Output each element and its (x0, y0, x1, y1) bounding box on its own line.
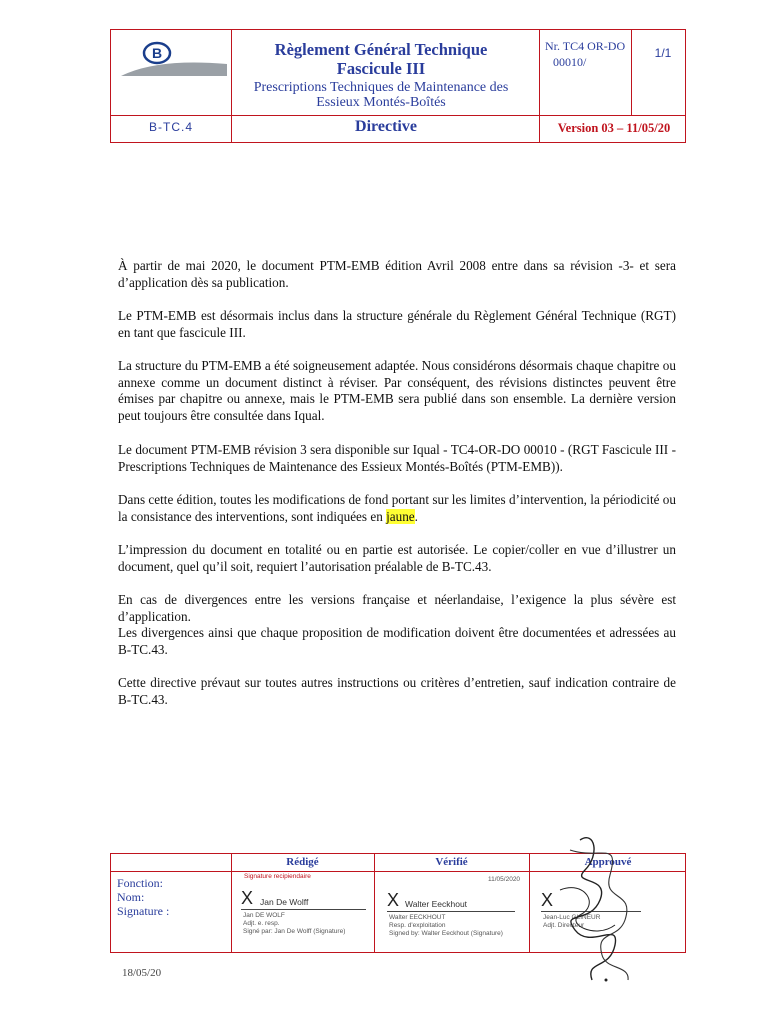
paragraph: Les divergences ainsi que chaque proposition de modification doivent être documentées et adressées au B-TC.43. (118, 625, 676, 657)
signer-name: Walter Eeckhout (405, 899, 468, 909)
document-header (110, 29, 686, 143)
column-header-approuve: Approuvé (584, 856, 632, 868)
paragraph: Le PTM-EMB est désormais inclus dans la structure générale du Règlement Général Technique (RGT) en tant que fascicule III. (118, 308, 676, 340)
signature-x-mark: X (241, 888, 254, 908)
signer-details: Jan DE WOLF Adjt. e. resp. Signé par: Jan De Wolff (Signature) (243, 912, 346, 935)
table-divider (529, 854, 530, 952)
label-nom: Nom: (117, 890, 145, 904)
signature-date: 11/05/2020 (488, 876, 521, 883)
signer-details: Walter EECKHOUT Resp. d'exploitation Signed by: Walter Eeckhout (Signature) (389, 914, 503, 937)
footer-date: 18/05/20 (122, 967, 162, 979)
department-code: B-TC.4 (148, 120, 193, 134)
highlighted-word: jaune (386, 508, 415, 524)
svg-text:B: B (151, 45, 163, 61)
column-header-redige: Rédigé (286, 856, 319, 868)
column-header-verifie: Vérifié (435, 856, 468, 868)
paragraph: À partir de mai 2020, le document PTM-EMB édition Avril 2008 entre dans sa révision -3- et sera d’application dès sa publication. (118, 258, 676, 290)
document-type: Directive (355, 118, 417, 135)
paragraph: En cas de divergences entre les versions française et néerlandaise, l’exigence la plus sévère est d’application. (118, 592, 676, 624)
signature-x-mark: X (387, 890, 400, 910)
version-label: Version 03 – 11/05/20 (557, 121, 671, 135)
paragraph: Dans cette édition, toutes les modifications de fond portant sur les limites d’intervention, la périodicité ou la consistance des interventions, sont indiquées en jaune. (118, 492, 676, 524)
paragraph: L’impression du document en totalité ou en partie est autorisée. Le copier/coller en vue d’illustrer un document, quel qu’il soit, requiert l’autorisation préalable de B-TC.43. (118, 542, 676, 574)
paragraph: Le document PTM-EMB révision 3 sera disponible sur Iqual - TC4-OR-DO 00010 - (RGT Fascicule III - Prescriptions Techniques de Maintenance des Essieux Montés-Boîtés (PTM-EMB)). (118, 442, 676, 474)
signature-line (387, 911, 515, 912)
table-divider (374, 854, 375, 952)
paragraph: Cette directive prévaut sur toutes autres instructions ou critères d’entretien, sauf indication contraire de B-TC.43. (118, 675, 676, 707)
sncb-logo (117, 36, 229, 104)
label-fonction: Fonction: (117, 876, 164, 890)
header-divider (631, 30, 632, 115)
document-body (118, 258, 676, 708)
signer-details: Jean-Luc GLINEUR Adjt. Directeur (543, 914, 601, 929)
paragraph: La structure du PTM-EMB a été soigneusement adaptée. Nous considérons désormais chaque chapitre ou annexe comme un document distinct à réviser. Par conséquent, des révisions distinctes peuvent être émises par chapitre ou annexe, mais le PTM-EMB sera publié dans son ensemble. La dernière version peut toujours être consultée dans Iqual. (118, 358, 676, 423)
page-number: 1/1 (654, 46, 672, 60)
signature-x-mark: X (541, 890, 554, 910)
table-divider (231, 854, 232, 952)
document-number: Nr. TC4 OR-DO 00010/ (545, 39, 626, 69)
document-title: Règlement Général Technique Fascicule III (274, 40, 488, 78)
handwritten-signature (540, 830, 650, 990)
signature-line (241, 909, 366, 910)
signature-note: Signature recipiendaire (244, 873, 311, 880)
header-divider (111, 115, 685, 116)
label-signature: Signature : (117, 904, 170, 918)
document-subtitle: Prescriptions Techniques de Maintenance des Essieux Montés-Boîtés (253, 80, 509, 110)
signer-name: Jan De Wolff (260, 897, 309, 907)
